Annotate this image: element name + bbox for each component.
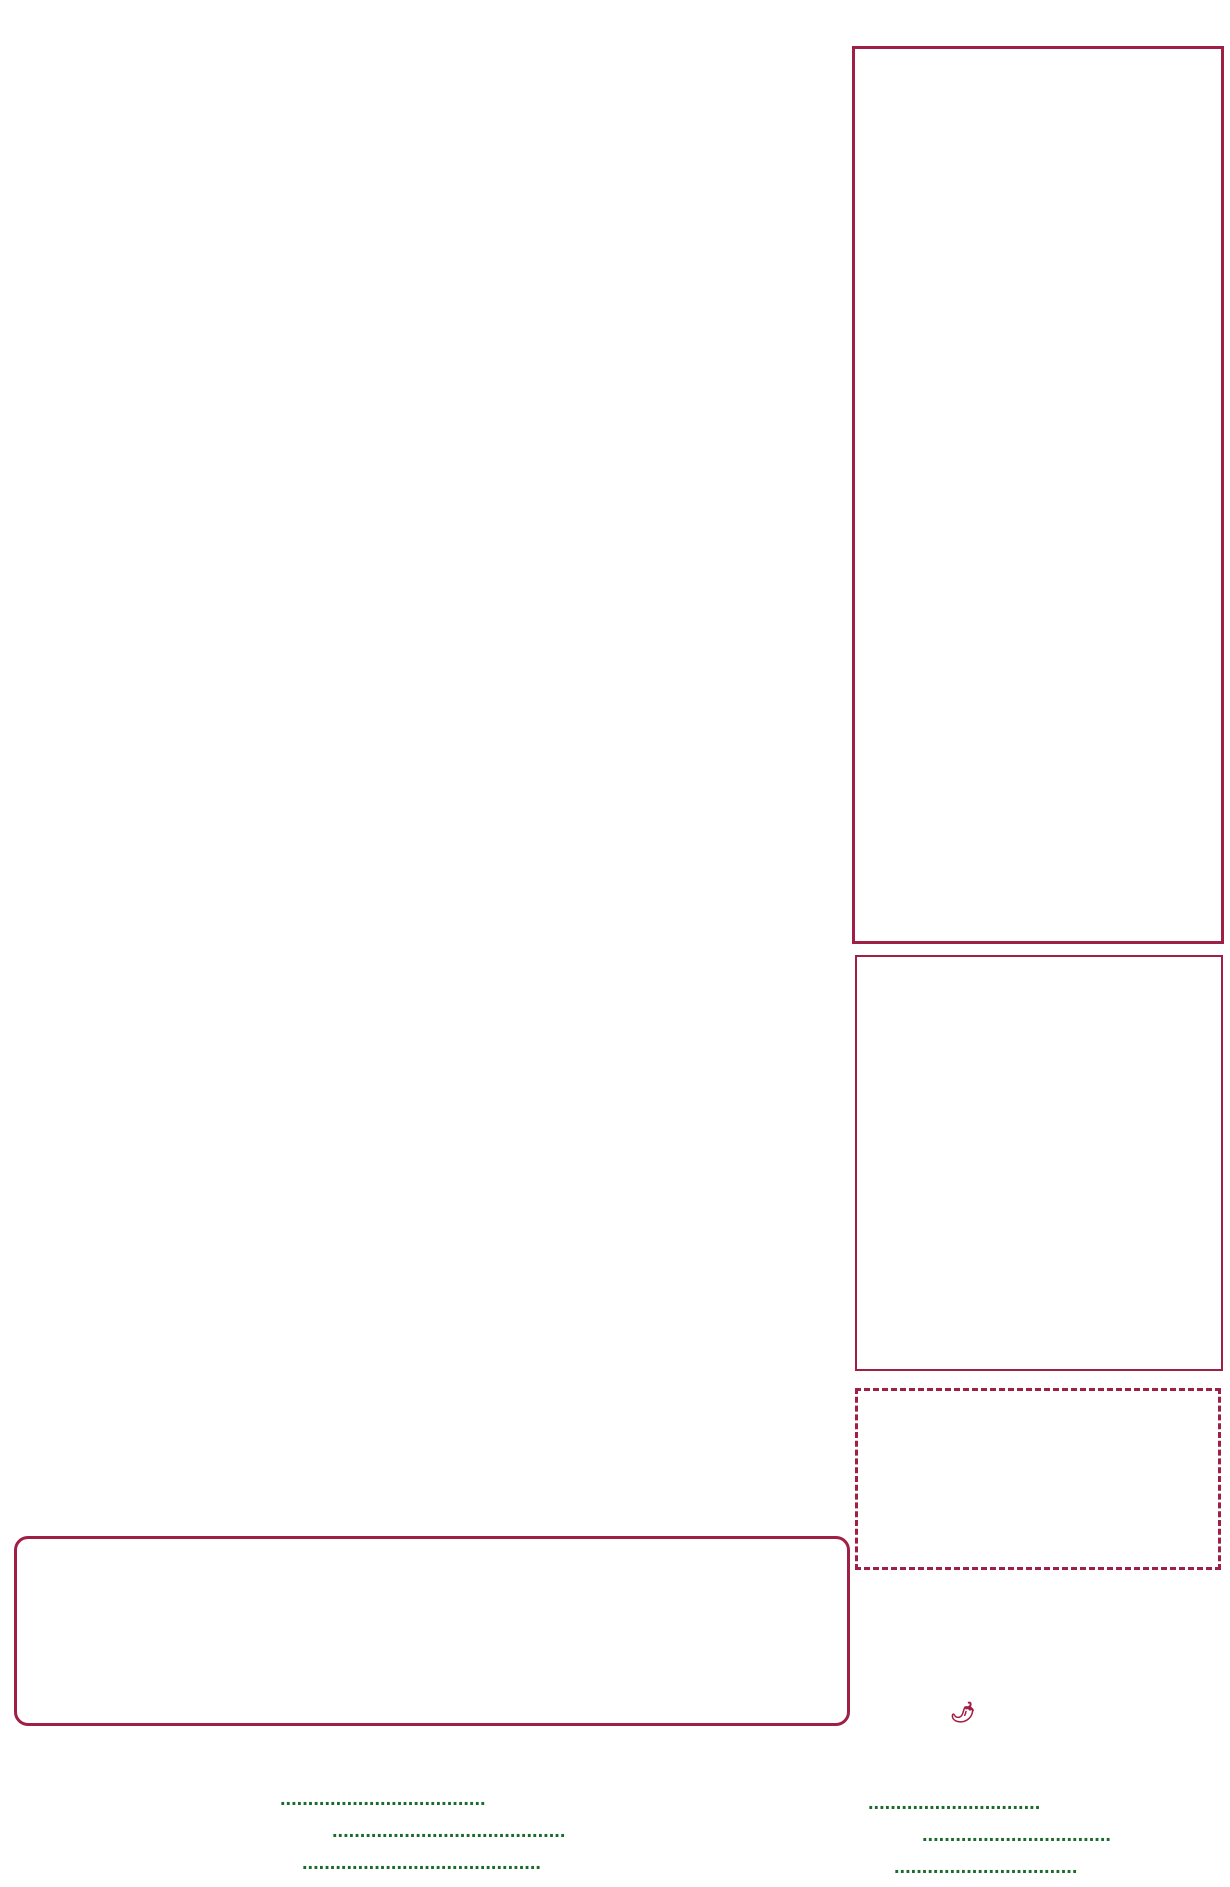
amount-line-left: ..................................... [280,1788,486,1810]
hot-spicy-legend [950,1700,975,1725]
chef-suggestions-box [852,46,1224,944]
total-line-right: ................................. [894,1856,1078,1878]
tax-line-left: .......................................... [332,1820,566,1842]
combo-plates-box [855,955,1223,1371]
tax-line-right: .................................. [922,1824,1111,1846]
house-specialties-box [14,1536,850,1726]
total-line-left: ........................................... [302,1852,541,1874]
healthy-diet-box [855,1388,1221,1570]
pepper-icon: 🌶 [950,1702,976,1724]
amount-line-right: ............................... [868,1792,1041,1814]
